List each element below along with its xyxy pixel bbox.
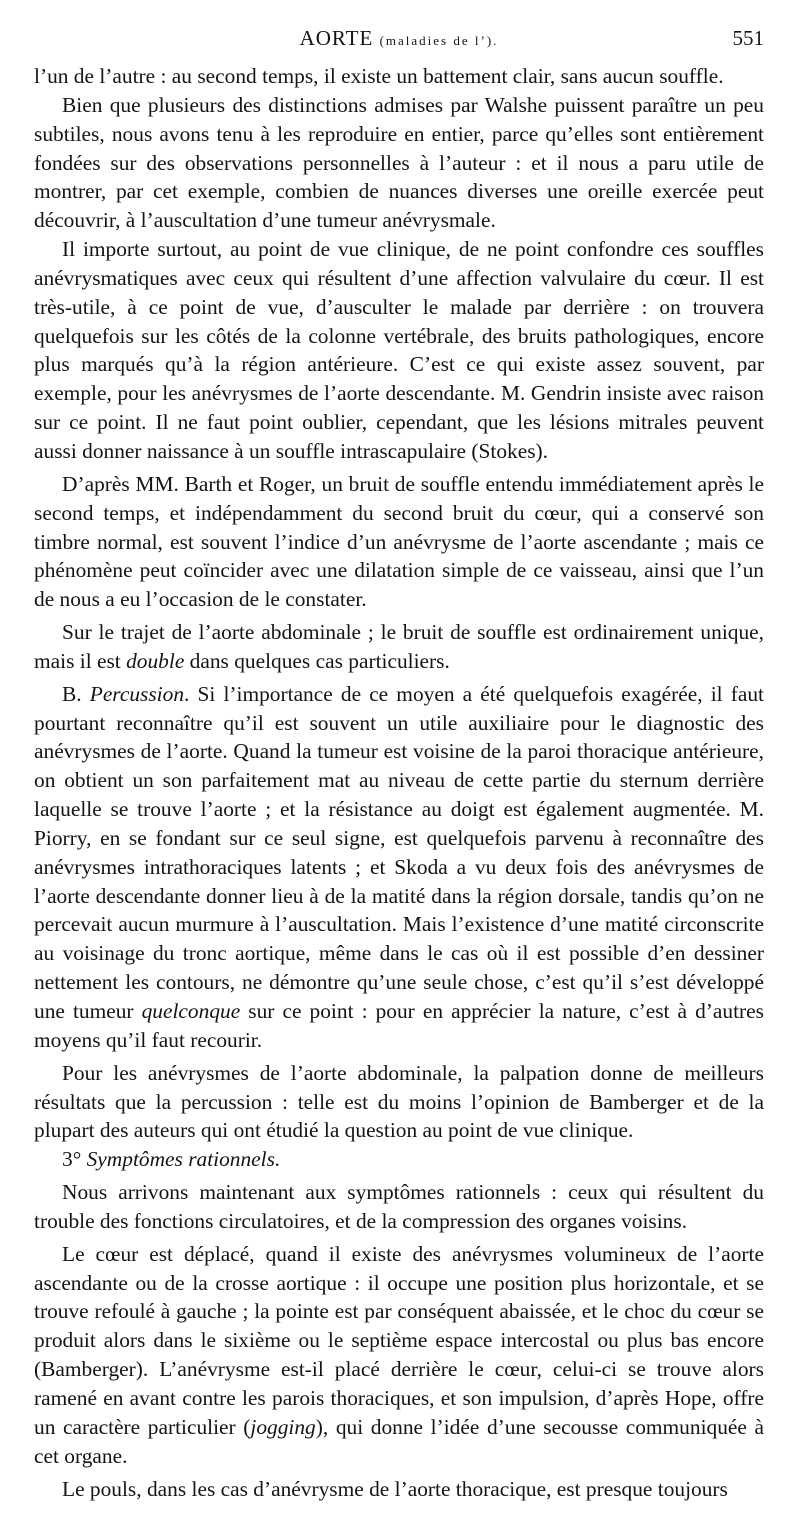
- paragraph-p10: [34, 1240, 764, 1471]
- italic-text-run: Percussion: [89, 681, 185, 706]
- paragraph-p6: [34, 680, 764, 1055]
- running-header: [34, 26, 764, 56]
- paragraph-p8: [34, 1145, 764, 1174]
- text-run: D’après MM. Barth et Roger, un bruit de souffle entendu immédiatement après le second temps, et indépendamment du second bruit du cœur, qui a conservé son timbre normal, est souvent l’indice d’un anévrysme de l’aorte ascendante ; mais ce phénomène peut coïncider avec une dilatation simple de ce vaisseau, ainsi que l’un de nous a eu l’occasion de le constater.: [34, 471, 764, 612]
- paragraph-p9: [34, 1178, 764, 1236]
- running-title: [34, 26, 764, 51]
- paragraph-p2: [34, 91, 764, 235]
- text-run: B.: [62, 681, 90, 706]
- paragraph-p1: [34, 62, 764, 91]
- text-run: dans quelques cas particuliers.: [184, 648, 450, 673]
- text-run: 3°: [62, 1147, 87, 1172]
- italic-text-run: double: [126, 648, 185, 673]
- paragraph-p3: [34, 235, 764, 466]
- text-run: Bien que plusieurs des distinctions admises par Walshe puissent paraître un peu subtiles, nous avons tenu à les reproduire en entier, parce qu’elles sont entièrement fondées sur des observations personnelles à l’auteur : et il nous a paru utile de montrer, par cet exemple, combien de nuances diverses une oreille exercée peut découvrir, à l’auscultation d’une tumeur anévrysmale.: [34, 92, 764, 233]
- text-run: Il importe surtout, au point de vue clinique, de ne point confondre ces souffles anévrysmatiques avec ceux qui résultent d’une affection valvulaire du cœur. Il est très-utile, à ce point de vue, d’ausculter le malade par derrière : on trouvera quelquefois sur les côtés de la colonne vertébrale, des bruits pathologiques, encore plus marqués qu’à la région antérieure. C’est ce qui existe assez souvent, par exemple, pour les anévrysmes de l’aorte descendante. M. Gendrin insiste avec raison sur ce point. Il ne faut point oublier, cependant, que les lésions mitrales peuvent aussi donner naissance à un souffle intrascapulaire (Stokes).: [34, 237, 764, 463]
- paragraph-p11: [34, 1475, 764, 1504]
- italic-text-run: jogging: [250, 1414, 316, 1439]
- italic-text-run: quelconque: [141, 999, 241, 1023]
- page-number: 551: [732, 26, 764, 50]
- text-run: Le pouls, dans les cas d’anévrysme de l’aorte thoracique, est presque toujours: [62, 1476, 728, 1501]
- text-run: Nous arrivons maintenant aux symptômes rationnels : ceux qui résultent du trouble des fonctions circulatoires, et de la compression des organes voisins.: [34, 1180, 764, 1233]
- paragraph-p7: [34, 1059, 764, 1146]
- paragraph-p5: [34, 618, 764, 676]
- paragraph-p4: [34, 470, 764, 614]
- text-run: l’un de l’autre : au second temps, il existe un battement clair, sans aucun souffle.: [34, 64, 724, 88]
- text-run: . Si l’importance de ce moyen a été quelquefois exagérée, il faut pourtant reconnaître qu’il est souvent un utile auxiliaire pour le diagnostic des anévrysmes de l’aorte. Quand la tumeur est voisine de la paroi thoracique antérieure, on obtient un son parfaitement mat au niveau de cette partie du sternum derrière laquelle se trouve l’aorte ; et la résistance au doigt est également augmentée. M. Piorry, en se fondant sur ce seul signe, est quelquefois parvenu à reconnaître des anévrysmes intrathoraciques latents ; et Skoda a vu deux fois des anévrysmes de l’aorte descendante donner lieu à de la matité dans la région dorsale, tandis qu’on ne percevait aucun murmure à l’auscultation. Mais l’existence d’une matité circonscrite au voisinage du tronc aortique, même dans le cas où il est possible d’en dessiner nettement les contours, ne démontre qu’une seule chose, c’est qu’il s’est développé une tumeur: [34, 681, 764, 1023]
- body-text: [34, 62, 764, 1503]
- text-run: ), qui donne l’idée d’une secousse communiquée à cet organe.: [34, 1414, 764, 1468]
- text-run: sur ce point : pour en apprécier la nature, c’est à d’autres moyens qu’il faut recourir.: [34, 999, 765, 1052]
- running-title-sub: (maladies de l’).: [379, 33, 499, 48]
- italic-text-run: Symptômes rationnels.: [86, 1147, 281, 1172]
- text-run: Sur le trajet de l’aorte abdominale ; le bruit de souffle est ordinairement unique, mais il est: [34, 620, 764, 673]
- text-run: Le cœur est déplacé, quand il existe des anévrysmes volumineux de l’aorte ascendante ou de la crosse aortique : il occupe une position plus horizontale, et se trouve refoulé à gauche ; la pointe est par conséquent abaissée, et le choc du cœur se produit alors dans le sixième ou le septième espace intercostal ou plus bas encore (Bamberger). L’anévrysme est-il placé derrière le cœur, celui-ci se trouve alors ramené en avant contre les parois thoraciques, et son impulsion, d’après Hope, offre un caractère particulier (: [34, 1241, 764, 1439]
- text-run: Pour les anévrysmes de l’aorte abdominale, la palpation donne de meilleurs résultats que la percussion : telle est du moins l’opinion de Bamberger et de la plupart des auteurs qui ont étudié la question au point de vue clinique.: [34, 1060, 764, 1143]
- running-title-main: AORTE: [299, 26, 374, 50]
